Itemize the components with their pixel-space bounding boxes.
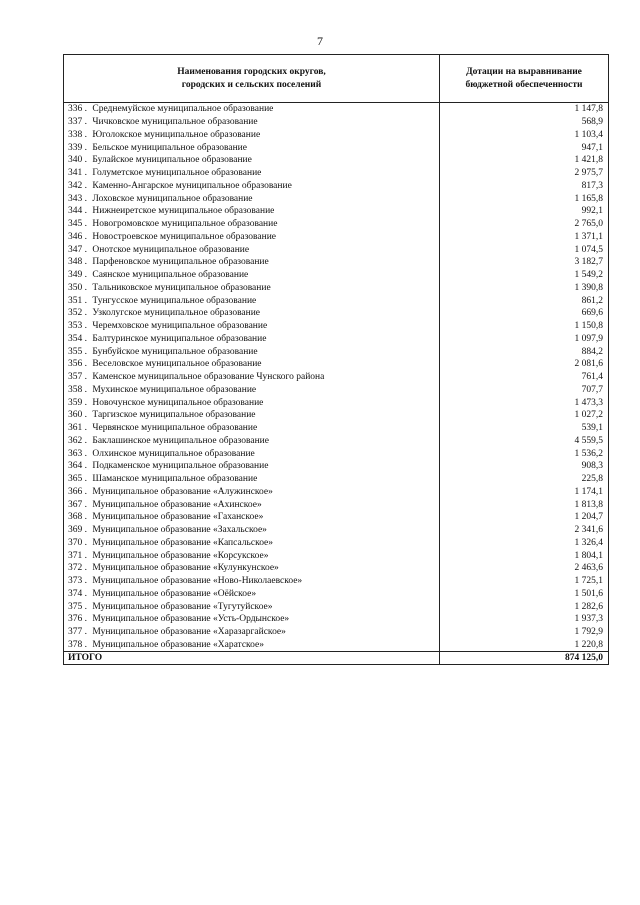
row-name: Саянское муниципальное образование [92,270,249,281]
table-row [64,626,609,639]
row-name-cell [64,192,440,205]
row-name-cell [64,473,440,486]
row-name-cell [64,537,440,550]
row-name: Муниципальное образование «Тугутуйское» [92,601,273,612]
row-value: 1 097,9 [440,333,609,346]
row-name: Тунгусское муниципальное образование [92,295,257,306]
row-value: 1 390,8 [440,282,609,295]
row-value: 4 559,5 [440,435,609,448]
row-name-cell [64,422,440,435]
row-value: 992,1 [440,205,609,218]
row-number: 377 . [68,627,87,638]
row-name-cell [64,205,440,218]
table-row [64,243,609,256]
row-name: Голуметское муниципальное образование [92,168,262,179]
table-row [64,269,609,282]
row-value: 1 204,7 [440,511,609,524]
row-name-cell [64,243,440,256]
row-name: Олхинское муниципальное образование [92,448,255,459]
row-name: Узколугское муниципальное образование [92,308,261,319]
row-value: 1 501,6 [440,588,609,601]
row-number: 374 . [68,588,87,599]
row-name: Тальниковское муниципальное образование [92,282,271,293]
row-name-cell [64,396,440,409]
row-name: Новогромовское муниципальное образование [92,219,278,230]
row-value: 2 081,6 [440,358,609,371]
table-row [64,129,609,142]
row-value: 1 813,8 [440,498,609,511]
row-number: 346 . [68,231,87,242]
table-row [64,294,609,307]
row-name-cell [64,562,440,575]
row-name: Лоховское муниципальное образование [92,193,253,204]
row-value: 539,1 [440,422,609,435]
row-number: 345 . [68,219,87,230]
row-number: 361 . [68,423,87,434]
row-name: Онотское муниципальное образование [92,244,250,255]
row-value: 761,4 [440,371,609,384]
row-value: 947,1 [440,141,609,154]
row-name: Новостроевское муниципальное образование [92,231,277,242]
row-number: 376 . [68,614,87,625]
row-value: 1 147,8 [440,103,609,116]
row-number: 337 . [68,117,87,128]
row-value: 2 463,6 [440,562,609,575]
table-body [64,103,609,652]
table-row [64,180,609,193]
row-name: Булайское муниципальное образование [92,155,252,166]
row-name: Черемховское муниципальное образование [92,321,268,332]
row-value: 225,8 [440,473,609,486]
row-name: Муниципальное образование «Харазаргайское» [92,627,286,638]
table-row [64,103,609,116]
row-name: Веселовское муниципальное образование [92,359,262,370]
row-number: 350 . [68,282,87,293]
row-number: 357 . [68,372,87,383]
row-number: 356 . [68,359,87,370]
row-name-cell [64,231,440,244]
row-name: Муниципальное образование «Оёйское» [92,588,257,599]
row-number: 368 . [68,512,87,523]
row-name-cell [64,256,440,269]
table-row [64,396,609,409]
row-name-cell [64,333,440,346]
row-value: 1 473,3 [440,396,609,409]
table-header-row [64,55,609,103]
row-number: 359 . [68,397,87,408]
row-number: 364 . [68,461,87,472]
row-name-cell [64,371,440,384]
row-name-cell [64,116,440,129]
row-name: Среднемуйское муниципальное образование [92,104,274,115]
table-row [64,192,609,205]
row-number: 365 . [68,474,87,485]
row-name-cell [64,613,440,626]
table-row [64,384,609,397]
row-name-cell [64,320,440,333]
table-row [64,639,609,652]
table-row [64,256,609,269]
row-number: 342 . [68,180,87,191]
table-row [64,447,609,460]
row-number: 367 . [68,499,87,510]
table-row [64,358,609,371]
row-number: 340 . [68,155,87,166]
row-number: 363 . [68,448,87,459]
row-name-cell [64,294,440,307]
row-value: 1 326,4 [440,537,609,550]
row-value: 1 549,2 [440,269,609,282]
row-name: Каменно-Ангарское муниципальное образование [92,180,292,191]
row-name-cell [64,269,440,282]
row-value: 861,2 [440,294,609,307]
row-number: 354 . [68,333,87,344]
row-name-cell [64,345,440,358]
row-name: Муниципальное образование «Кулункунское» [92,563,279,574]
row-name: Новочунское муниципальное образование [92,397,264,408]
row-number: 373 . [68,576,87,587]
row-name-cell [64,154,440,167]
row-value: 707,7 [440,384,609,397]
row-name: Бельское муниципальное образование [92,142,247,153]
row-name: Муниципальное образование «Ново-Николаевское» [92,576,303,587]
row-name-cell [64,409,440,422]
row-value: 1 371,1 [440,231,609,244]
row-value: 1 103,4 [440,129,609,142]
total-row [64,652,609,665]
row-name-cell [64,639,440,652]
table-row [64,600,609,613]
row-name-cell [64,524,440,537]
row-name-cell [64,626,440,639]
table-row [64,320,609,333]
row-number: 336 . [68,104,87,115]
row-name-cell [64,167,440,180]
row-number: 352 . [68,308,87,319]
row-name-cell [64,460,440,473]
total-value: 874 125,0 [440,652,609,665]
row-number: 360 . [68,410,87,421]
row-number: 348 . [68,257,87,268]
table-row [64,333,609,346]
row-name: Муниципальное образование «Корсукское» [92,550,269,561]
row-value: 1 536,2 [440,447,609,460]
page-number: 7 [317,34,323,48]
row-value: 1 282,6 [440,600,609,613]
row-name: Червянское муниципальное образование [92,423,258,434]
row-value: 1 027,2 [440,409,609,422]
row-name: Бунбуйское муниципальное образование [92,346,258,357]
row-number: 369 . [68,525,87,536]
row-number: 343 . [68,193,87,204]
row-name-cell [64,498,440,511]
row-name-cell [64,282,440,295]
table-row [64,588,609,601]
row-value: 669,6 [440,307,609,320]
row-number: 371 . [68,550,87,561]
row-name: Мухинское муниципальное образование [92,384,257,395]
table-row [64,575,609,588]
row-value: 2 341,6 [440,524,609,537]
row-number: 355 . [68,346,87,357]
row-name: Парфеновское муниципальное образование [92,257,269,268]
table-row [64,282,609,295]
budget-table [63,54,609,665]
row-name-cell [64,218,440,231]
table-row [64,537,609,550]
row-name-cell [64,447,440,460]
total-label: ИТОГО [64,652,440,665]
row-name: Муниципальное образование «Алужинское» [92,486,273,497]
row-name-cell [64,435,440,448]
row-name: Муниципальное образование «Гаханское» [92,512,264,523]
table-row [64,562,609,575]
row-name: Подкаменское муниципальное образование [92,461,269,472]
row-number: 339 . [68,142,87,153]
row-name: Чичковское муниципальное образование [92,117,258,128]
row-name: Муниципальное образование «Захальское» [92,525,267,536]
row-number: 366 . [68,486,87,497]
row-name: Балтуринское муниципальное образование [92,333,267,344]
row-value: 1 150,8 [440,320,609,333]
row-number: 344 . [68,206,87,217]
row-number: 351 . [68,295,87,306]
row-name-cell [64,384,440,397]
row-name: Муниципальное образование «Харатское» [92,639,265,650]
row-name-cell [64,511,440,524]
table-row [64,435,609,448]
row-value: 1 725,1 [440,575,609,588]
row-value: 1 165,8 [440,192,609,205]
table-row [64,371,609,384]
row-name: Нижнеиретское муниципальное образование [92,206,275,217]
row-name-cell [64,141,440,154]
row-number: 362 . [68,435,87,446]
table-row [64,205,609,218]
row-value: 817,3 [440,180,609,193]
row-name: Юголокское муниципальное образование [92,129,261,140]
table-row [64,422,609,435]
row-value: 908,3 [440,460,609,473]
row-name-cell [64,103,440,116]
row-name-cell [64,129,440,142]
row-value: 2 975,7 [440,167,609,180]
row-number: 341 . [68,168,87,179]
table-row [64,141,609,154]
column-header-name: Наименования городских округов, городских и сельских поселений [64,55,440,103]
table-row [64,231,609,244]
row-number: 370 . [68,537,87,548]
row-name-cell [64,486,440,499]
row-name: Таргизское муниципальное образование [92,410,256,421]
table-row [64,486,609,499]
row-name: Муниципальное образование «Усть-Ордынское» [92,614,290,625]
table-row [64,409,609,422]
row-name-cell [64,575,440,588]
row-value: 2 765,0 [440,218,609,231]
row-value: 1 174,1 [440,486,609,499]
row-name: Шаманское муниципальное образование [92,474,258,485]
table-row [64,549,609,562]
row-value: 1 792,9 [440,626,609,639]
table-row [64,524,609,537]
row-number: 358 . [68,384,87,395]
row-name-cell [64,307,440,320]
row-number: 353 . [68,321,87,332]
table-row [64,460,609,473]
row-value: 568,9 [440,116,609,129]
row-value: 1 074,5 [440,243,609,256]
row-number: 375 . [68,601,87,612]
row-number: 338 . [68,129,87,140]
column-header-value: Дотации на выравнивание бюджетной обеспеченности [440,55,609,103]
row-name: Муниципальное образование «Ахинское» [92,499,262,510]
table-row [64,511,609,524]
row-name-cell [64,588,440,601]
table-row [64,345,609,358]
row-number: 378 . [68,639,87,650]
table-row [64,613,609,626]
table-row [64,116,609,129]
row-value: 1 937,3 [440,613,609,626]
row-name-cell [64,549,440,562]
row-number: 372 . [68,563,87,574]
row-name-cell [64,358,440,371]
table-row [64,154,609,167]
table-row [64,167,609,180]
row-value: 884,2 [440,345,609,358]
row-name: Баклашинское муниципальное образование [92,435,269,446]
table-row [64,498,609,511]
row-value: 1 421,8 [440,154,609,167]
row-name-cell [64,600,440,613]
table-row [64,473,609,486]
table-row [64,307,609,320]
row-number: 347 . [68,244,87,255]
row-value: 1 804,1 [440,549,609,562]
row-name-cell [64,180,440,193]
table-row [64,218,609,231]
row-name: Каменское муниципальное образование Чунского района [92,372,325,383]
row-value: 3 182,7 [440,256,609,269]
row-number: 349 . [68,270,87,281]
row-name: Муниципальное образование «Капсальское» [92,537,274,548]
row-value: 1 220,8 [440,639,609,652]
